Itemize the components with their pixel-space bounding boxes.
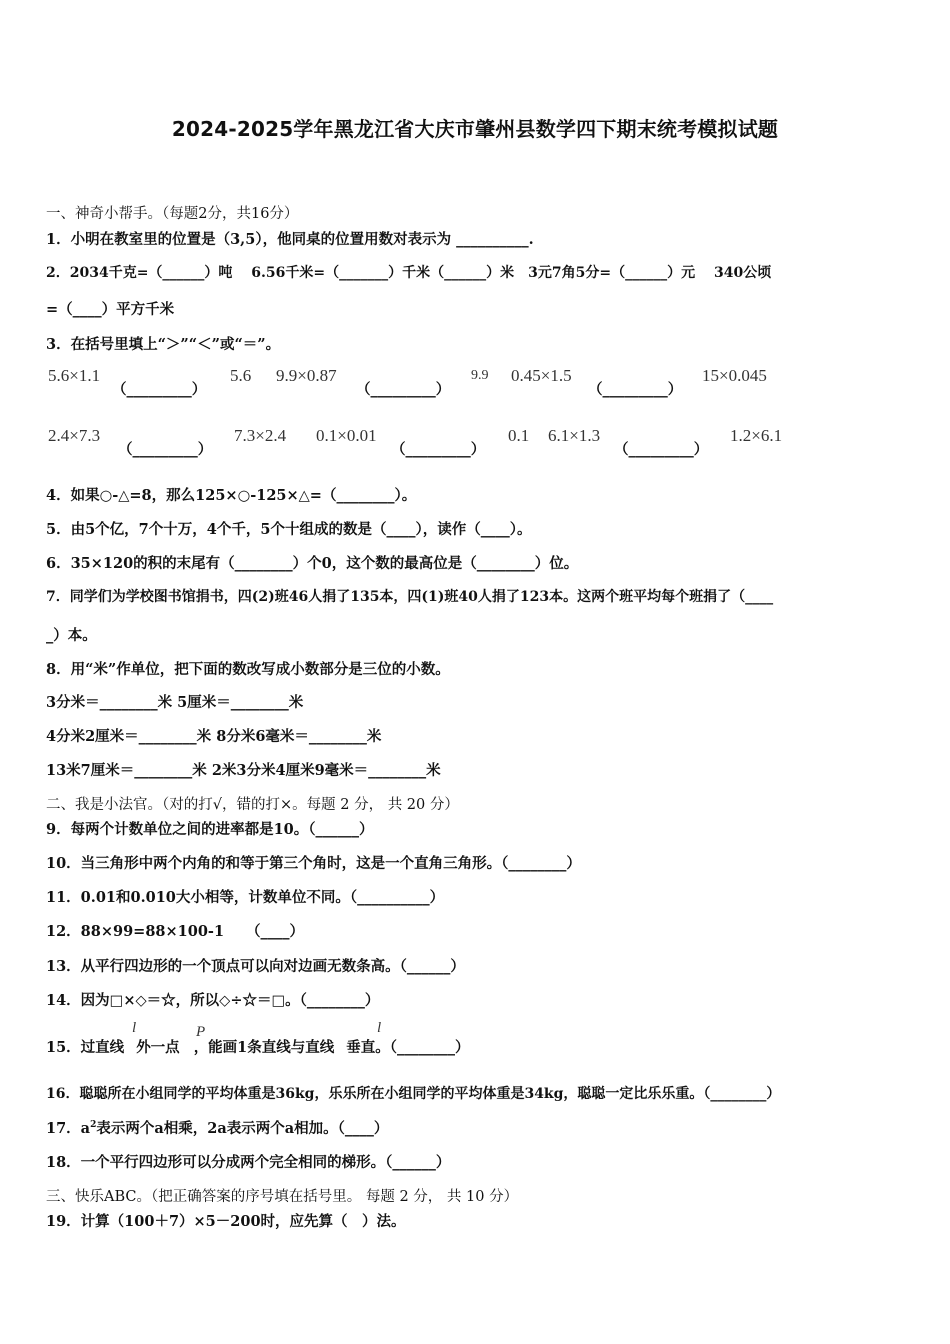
page-title: 2024-2025学年黑龙江省大庆市肇州县数学四下期末统考模拟试题 (171, 117, 779, 141)
question-16: 16．聪聪所在小组同学的平均体重是36kg，乐乐所在小组同学的平均体重是34kg，聪聪一定比乐乐重。（________） (46, 1086, 781, 1102)
question-2-line-1: 2．2034千克=（______）吨 6.56千米=（_______）千米（______）米 3元7角5分=（______）元 340公顷 (46, 265, 772, 281)
answer-blank[interactable]: （_________） (356, 381, 451, 398)
question-15 (46, 1036, 470, 1057)
exponent: 2 (90, 1120, 97, 1131)
question-5: 5．由5个亿，7个十万，4个千，5个十组成的数是（____），读作（____）。 (46, 521, 532, 538)
compare-right: 15×0.045 (702, 366, 767, 385)
question-8-line-1: 3分米＝________米 5厘米＝________米 (46, 694, 304, 711)
question-11: 11．0.01和0.010大小相等，计数单位不同。（__________） (46, 889, 445, 906)
section-heading-3: 三、快乐ABC。（把正确答案的序号填在括号里。 每题 2 分， 共 10 分） (46, 1189, 519, 1205)
question-15-part-b: 外一点 (136, 1039, 180, 1056)
question-15-part-c: ，能画1条直线与直线 (193, 1039, 335, 1056)
question-19: 19．计算（100＋7）×5－200时，应先算（ ）法。 (46, 1213, 406, 1230)
question-8-line-3: 13米7厘米＝________米 2米3分米4厘米9毫米＝________米 (46, 762, 441, 779)
question-12: 12．88×99=88×100-1 (46, 923, 225, 940)
question-8: 8．用“米”作单位，把下面的数改写成小数部分是三位的小数。 (46, 661, 450, 678)
compare-right: 7.3×2.4 (234, 426, 287, 445)
question-6: 6．35×120的积的末尾有（________）个0，这个数的最高位是（________）位。 (46, 555, 579, 572)
question-17-part-b: 表示两个a相乘，2a表示两个a相加。（____） (96, 1120, 389, 1137)
section-heading-2: 二、我是小法官。（对的打√，错的打×。每题 2 分， 共 20 分） (46, 797, 459, 813)
question-15-part-d: 垂直。（________） (346, 1039, 470, 1056)
answer-blank[interactable]: （_________） (118, 441, 213, 458)
question-14: 14．因为□×◇＝☆，所以◇÷☆＝□。（________） (46, 992, 380, 1009)
compare-left: 6.1×1.3 (548, 426, 601, 445)
question-17 (46, 1117, 388, 1138)
answer-blank[interactable]: （_________） (588, 381, 683, 398)
compare-right: 9.9 (471, 368, 489, 383)
section-heading-1: 一、神奇小帮手。（每题2分，共16分） (46, 206, 299, 222)
question-1: 1．小明在教室里的位置是（3,5），他同桌的位置用数对表示为 __________. (46, 231, 534, 248)
question-17-part-a: 17．a (46, 1120, 91, 1137)
compare-left: 9.9×0.87 (276, 366, 337, 385)
question-10: 10．当三角形中两个内角的和等于第三个角时，这是一个直角三角形。（________） (46, 855, 581, 872)
point-p-symbol: P (196, 1024, 206, 1040)
compare-right: 0.1 (508, 426, 530, 445)
line-l-symbol: l (377, 1020, 382, 1036)
answer-blank[interactable]: （_________） (614, 441, 709, 458)
compare-right: 1.2×6.1 (730, 426, 783, 445)
question-18: 18．一个平行四边形可以分成两个完全相同的梯形。（______） (46, 1154, 451, 1171)
compare-left: 2.4×7.3 (48, 426, 101, 445)
answer-blank[interactable]: （____） (246, 923, 304, 940)
question-4: 4．如果○-△=8，那么125×○-125×△=（________）。 (46, 487, 417, 504)
compare-right: 5.6 (230, 366, 252, 385)
question-7-line-1: 7．同学们为学校图书馆捐书，四(2)班46人捐了135本，四(1)班40人捐了123本。这两个班平均每个班捐了（____ (46, 589, 774, 605)
answer-blank[interactable]: （_________） (391, 441, 486, 458)
line-l-symbol: l (132, 1020, 137, 1036)
question-13: 13．从平行四边形的一个顶点可以向对边画无数条高。（______） (46, 958, 465, 975)
compare-left: 0.1×0.01 (316, 426, 377, 445)
answer-blank[interactable]: （_________） (112, 381, 207, 398)
compare-left: 0.45×1.5 (511, 366, 572, 385)
compare-left: 5.6×1.1 (48, 366, 101, 385)
question-9: 9．每两个计数单位之间的进率都是10。（______） (46, 821, 374, 838)
question-2-line-2: =（____）平方千米 (46, 301, 175, 318)
question-15-part-a: 15．过直线 (46, 1039, 125, 1056)
question-7-line-2: _）本。 (46, 627, 97, 644)
question-8-line-2: 4分米2厘米＝________米 8分米6毫米＝________米 (46, 728, 382, 745)
question-3: 3．在括号里填上“＞”“＜”或“＝”。 (46, 336, 281, 353)
